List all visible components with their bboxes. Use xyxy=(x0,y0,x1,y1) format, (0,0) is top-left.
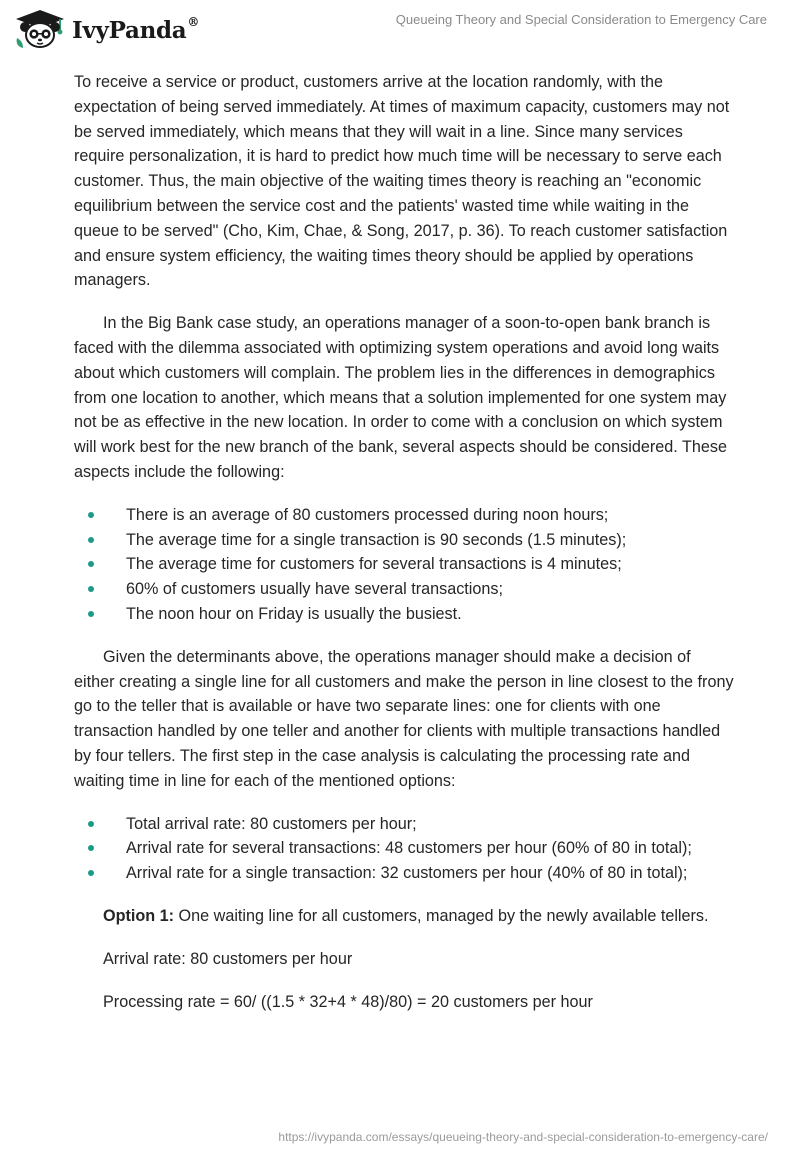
paragraph-intro: To receive a service or product, customers arrive at the location randomly, with the expectation of being served immediately. At times of maximum capacity, customers may not be served immediately, which means that they will wait in a line. Since many services require personalization, it is hard to predict how much time will be necessary to serve each customer. Thus, the main objective of the waiting times theory is reaching an "economic equilibrium between the service cost and the patients' wasted time while waiting in the queue to be served" (Cho, Kim, Chae, & Song, 2017, p. 36). To reach customer satisfaction and ensure system efficiency, the waiting times theory should be applied by operations managers. xyxy=(74,73,730,290)
bullet-icon xyxy=(88,821,94,827)
list-item: The noon hour on Friday is usually the busiest. xyxy=(74,602,734,627)
list-item: The average time for customers for several transactions is 4 minutes; xyxy=(74,552,734,577)
ivypanda-logo[interactable] xyxy=(14,8,199,50)
option-1-processing-rate: Processing rate = 60/ ((1.5 * 32+4 * 48)/80) = 20 customers per hour xyxy=(103,992,593,1011)
bullet-icon xyxy=(88,586,94,592)
registered-mark: ® xyxy=(187,14,200,29)
panda-graduate-icon xyxy=(14,8,66,50)
bullet-icon xyxy=(88,611,94,617)
bullet-icon xyxy=(88,870,94,876)
logo-text: IvyPanda® xyxy=(72,14,200,44)
option-1-arrival-rate: Arrival rate: 80 customers per hour xyxy=(103,949,353,968)
option-1-label: Option 1: xyxy=(103,906,175,925)
list-item: Arrival rate for a single transaction: 32 customers per hour (40% of 80 in total); xyxy=(74,861,734,886)
list-item: The average time for a single transaction is 90 seconds (1.5 minutes); xyxy=(74,528,734,553)
arrival-rates-list xyxy=(74,812,734,886)
essay-body xyxy=(74,70,734,1014)
bullet-icon xyxy=(88,512,94,518)
document-title: Queueing Theory and Special Consideration to Emergency Care xyxy=(395,12,767,27)
option-1-text: One waiting line for all customers, managed by the newly available tellers. xyxy=(174,906,709,925)
footer-url-link[interactable]: https://ivypanda.com/essays/queueing-theory-and-special-consideration-to-emergency-care/ xyxy=(278,1130,768,1144)
list-item: 60% of customers usually have several transactions; xyxy=(74,577,734,602)
list-item: There is an average of 80 customers processed during noon hours; xyxy=(74,503,734,528)
paragraph-case-study: In the Big Bank case study, an operations manager of a soon-to-open bank branch is faced with the dilemma associated with optimizing system operations and avoid long waits about which customers will complain. The problem lies in the differences in demographics from one location to another, which means that a solution implemented for one system may not be as effective in the new location. In order to come with a conclusion on which system will work best for the new branch of the bank, several aspects should be considered. These aspects include the following: xyxy=(74,314,727,481)
bullet-icon xyxy=(88,537,94,543)
list-item: Arrival rate for several transactions: 48 customers per hour (60% of 80 in total); xyxy=(74,836,734,861)
list-item: Total arrival rate: 80 customers per hour; xyxy=(74,812,734,837)
page-header xyxy=(0,0,800,60)
bullet-icon xyxy=(88,561,94,567)
paragraph-determinants: Given the determinants above, the operations manager should make a decision of either creating a single line for all customers and make the person in line closest to the frony go to the teller that is available or have two separate lines: one for clients with one transaction handled by one teller and another for clients with multiple transactions handled by four tellers. The first step in the case analysis is calculating the processing rate and waiting time in line for each of the mentioned options: xyxy=(74,647,734,790)
aspects-list xyxy=(74,503,734,627)
option-1-paragraph xyxy=(74,904,734,929)
bullet-icon xyxy=(88,845,94,851)
